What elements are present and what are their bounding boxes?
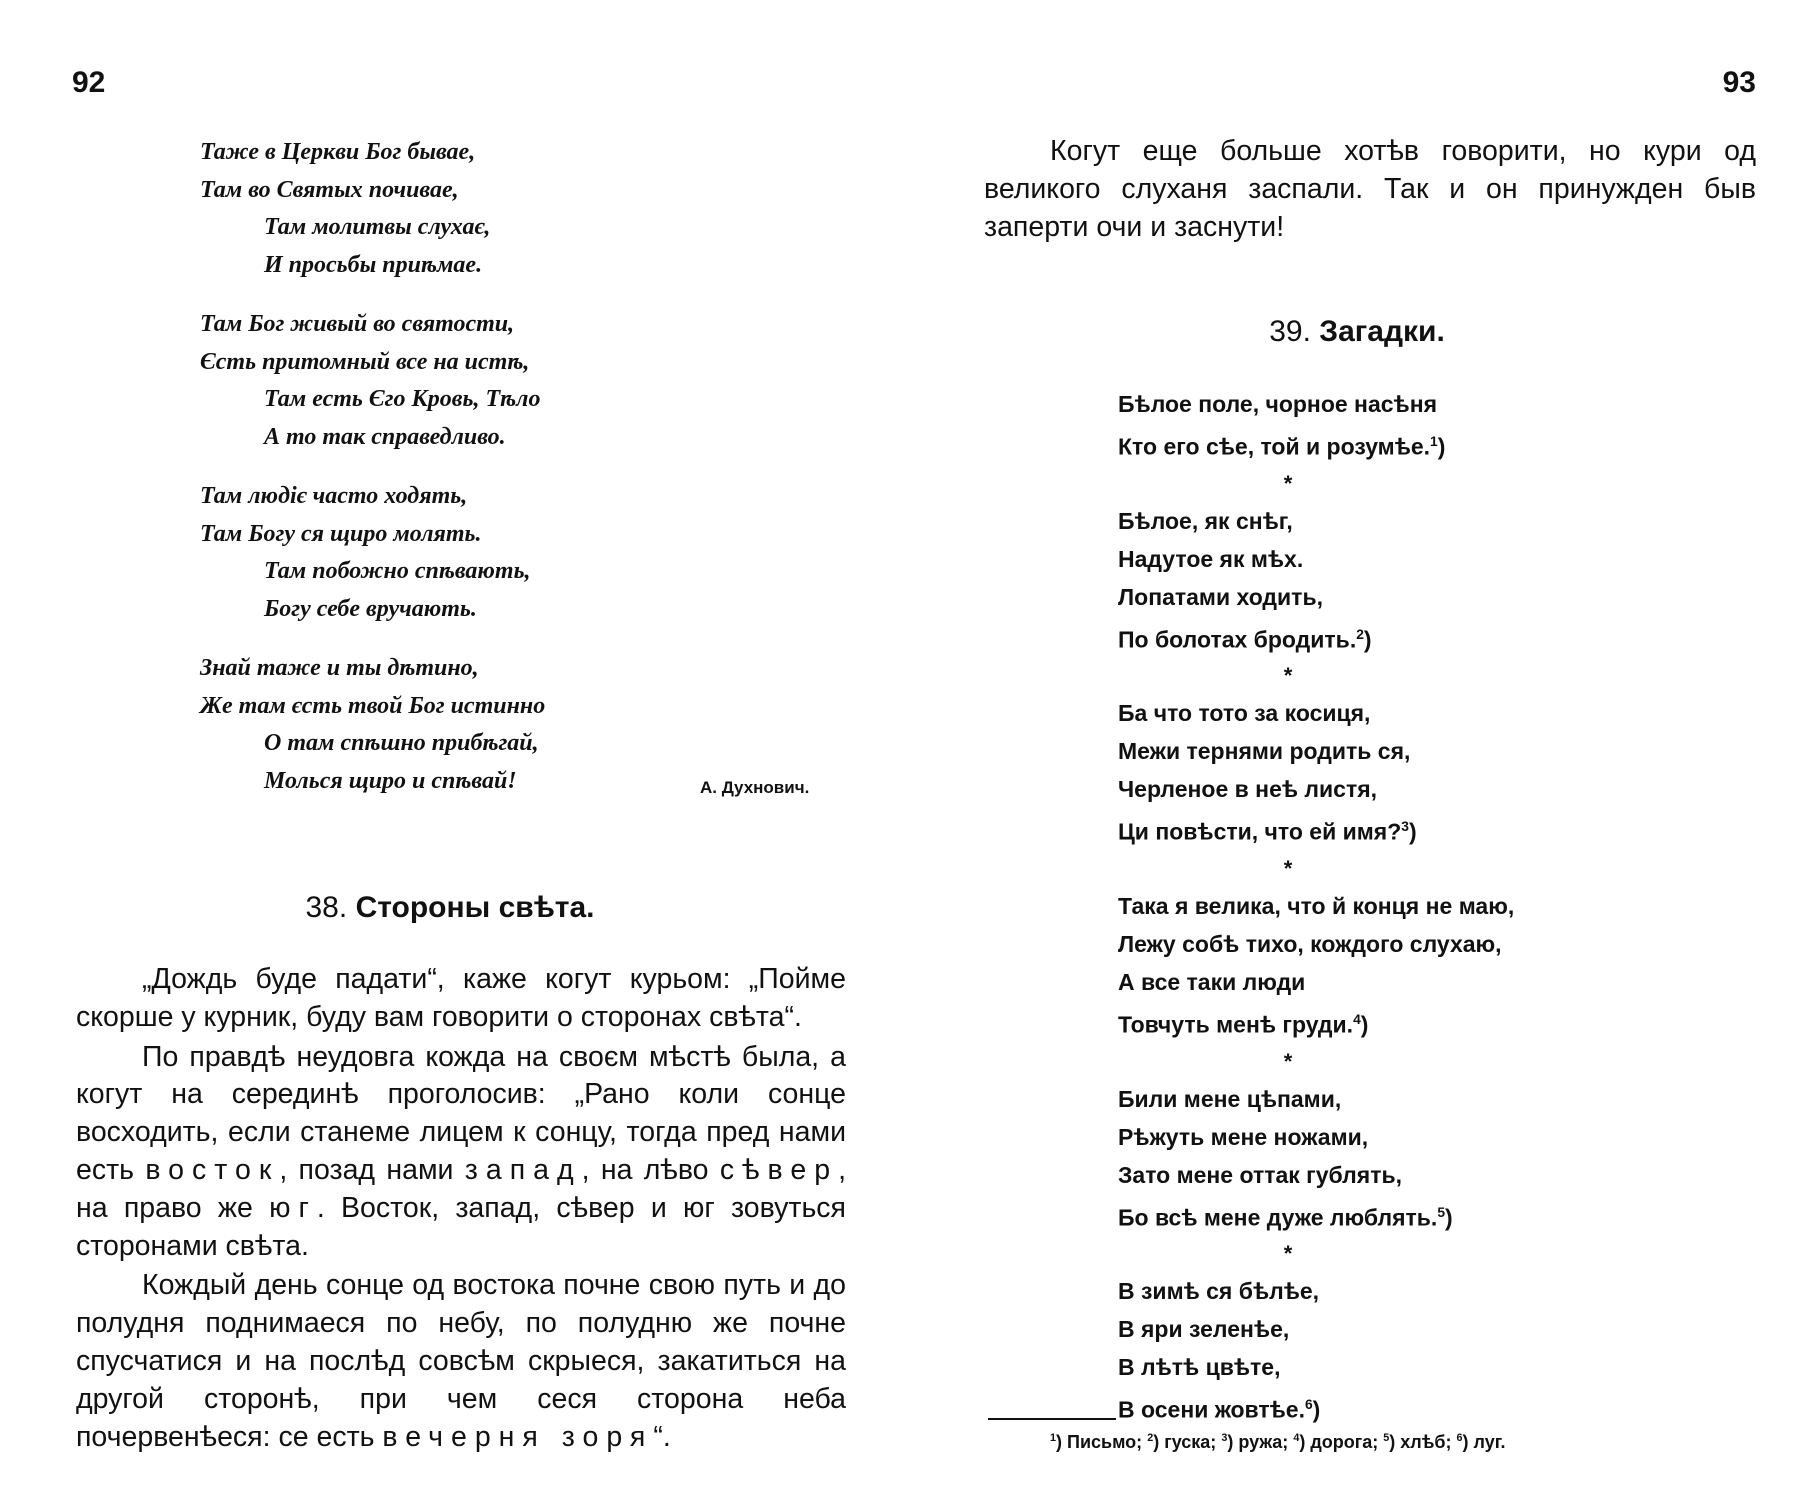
riddle-separator: * — [1283, 1048, 1293, 1074]
poem-stanza — [200, 478, 840, 628]
spaced-term: сѣвер — [719, 1153, 839, 1186]
poem-line: Же там єсть твой Бог истинно — [200, 692, 546, 719]
story-paragraph — [76, 961, 846, 1037]
footnotes — [1050, 1432, 1505, 1453]
continuation-paragraph: Когут еще больше хотѣв говорити, но кури од великого слуханя заспали. Так и он принужден быв заперти очи и заснути! — [984, 135, 1756, 243]
riddle-line — [1118, 694, 1678, 732]
poem-author: А. Духнович. — [700, 778, 810, 797]
right-page — [900, 0, 1814, 1500]
riddle-line-text: Зато мене оттак гублять, — [1118, 1161, 1403, 1188]
riddle-separator: * — [1283, 663, 1293, 689]
riddle-line — [1118, 1310, 1678, 1348]
poem-line: Єсть притомный все на истѣ, — [200, 348, 530, 375]
footnote-ref: 1 — [1430, 434, 1438, 449]
text-run: , на право же — [76, 1153, 847, 1224]
riddle-line-text: В яри зеленѣе, — [1118, 1316, 1290, 1343]
riddle-separator: * — [1283, 855, 1293, 881]
poem-stanza — [200, 134, 840, 284]
riddle-line-text: А все таки люди — [1118, 968, 1306, 995]
riddle-line: Кто его сѣе, той и розумѣе.$^1$) — [1118, 433, 1446, 460]
page-number-right: 93 — [1722, 66, 1756, 99]
footnote-item: $^5$) хлѣб; — [1383, 1432, 1452, 1452]
riddle-separator: * — [1283, 1241, 1293, 1267]
riddle — [1118, 502, 1678, 659]
poem — [200, 134, 840, 822]
riddle-line — [1118, 578, 1678, 616]
riddle-line-text: Черленое в неѣ листя, — [1118, 776, 1378, 803]
text-run: „Дождь буде падати“, каже когут курьом: „Пойме скорше у курник, буду вам говорити о сторонах свѣта“. — [76, 963, 846, 1033]
footnote-ref: 4 — [1353, 1011, 1361, 1027]
riddle-line — [1118, 1080, 1678, 1118]
riddle-line — [1118, 963, 1678, 1001]
footnote-ref: 6 — [1304, 1397, 1313, 1413]
section-38-title: Стороны свѣта. — [355, 891, 595, 924]
footnote-text: хлѣб; — [1400, 1432, 1452, 1452]
riddle-line-text: Били мене цѣпами, — [1118, 1085, 1342, 1112]
riddle-line-text: Товчуть менѣ груди. — [1118, 1011, 1354, 1038]
text-run: , позад нами — [279, 1153, 465, 1186]
footnote-item: $^6$) луг. — [1456, 1432, 1506, 1452]
poem-line: Там Бог живый во святости, — [200, 311, 515, 337]
riddle-line: Ци повѣсти, что ей имя?$^3$) — [1118, 818, 1417, 845]
section-39-heading — [900, 315, 1814, 349]
riddle-line — [1118, 925, 1678, 963]
footnote-text: луг. — [1473, 1432, 1506, 1452]
riddle-line — [1118, 732, 1678, 770]
footnote-ref: 5 — [1437, 1204, 1445, 1220]
footnote-text: ружа; — [1238, 1432, 1289, 1452]
riddles-list — [1118, 385, 1678, 1429]
poem-line: Богу себе вручають. — [264, 595, 477, 622]
page-number-left: 92 — [72, 66, 106, 99]
riddle-line-text: Межи тернями родить ся, — [1118, 738, 1411, 765]
text-run: . Восток, запад, сѣвер и юг зовуться сторонами свѣта. — [76, 1191, 846, 1262]
footnote-number: 2 — [1147, 1432, 1154, 1444]
riddle-line-text: Лежу собѣ тихо, кождого слухаю, — [1118, 930, 1502, 957]
story-paragraph — [76, 1039, 846, 1266]
poem-line: О там спѣшно прибѣгай, — [264, 730, 539, 756]
riddle — [1118, 887, 1678, 1044]
riddle-line-text: Лопатами ходить, — [1118, 583, 1323, 610]
footnote-text: Письмо; — [1067, 1432, 1143, 1452]
section-39-title: Загадки. — [1319, 315, 1445, 348]
riddle-line-text: Бо всѣ мене дуже люблять. — [1118, 1204, 1438, 1231]
riddle-line-text: Кто его сѣе, той и розумѣе. — [1118, 433, 1431, 460]
riddle — [1118, 694, 1678, 851]
poem-line: Знай таже и ты дѣтино, — [200, 655, 479, 681]
footnote-text: дорога; — [1310, 1432, 1379, 1452]
riddle-line — [1118, 887, 1678, 925]
footnote-number: 3 — [1221, 1432, 1228, 1444]
poem-line: Там во Святых почивае, — [200, 176, 459, 203]
riddle — [1118, 1080, 1678, 1237]
riddle-line: В осени жовтѣе.$^6$) — [1118, 1396, 1321, 1423]
text-run: По правдѣ неудовга кожда на своєм мѣстѣ была, а когут на серединѣ проголосив: „Рано коли сонце восходить, если станеме лицем к сонцу, тогда пред нами есть — [76, 1040, 846, 1186]
section-38-text — [76, 961, 846, 1456]
riddle-line-text: Надутое як мѣх. — [1118, 545, 1304, 572]
riddle-line-text: Ци повѣсти, что ей имя? — [1118, 818, 1402, 845]
riddle-line-text: В лѣтѣ цвѣте, — [1118, 1354, 1281, 1381]
poem-line: И просьбы приѣмае. — [264, 251, 483, 278]
spaced-term: вечерня зоря — [382, 1420, 654, 1453]
footnote-text: гуска; — [1164, 1432, 1217, 1452]
story-paragraph — [76, 1267, 846, 1456]
footnote-item: $^2$) гуска; — [1147, 1432, 1217, 1452]
riddle-line-text: Бѣлое, як снѣг, — [1118, 507, 1293, 534]
spaced-term: восток — [145, 1153, 280, 1186]
riddle-line-text: Така я велика, что й конця не маю, — [1118, 892, 1515, 919]
section-39-number: 39. — [1269, 315, 1311, 348]
spaced-term: запад — [464, 1153, 582, 1186]
riddle-line — [1118, 1156, 1678, 1194]
poem-stanza — [200, 306, 840, 456]
riddle-line — [1118, 1272, 1678, 1310]
footnote-number: 6 — [1456, 1432, 1463, 1444]
section-38-number: 38. — [305, 891, 348, 924]
riddle-line — [1118, 385, 1678, 423]
riddle-line-text: Рѣжуть мене ножами, — [1118, 1123, 1369, 1150]
riddle-line-text: По болотах бродить. — [1118, 626, 1357, 653]
footnote-rule — [988, 1418, 1116, 1420]
poem-line: А то так справедливо. — [264, 423, 506, 450]
riddle-line-text: В осени жовтѣе. — [1118, 1396, 1305, 1423]
riddle-line-text: Бѣлое поле, чорное насѣня — [1118, 391, 1438, 417]
riddle-line: По болотах бродить.$^2$) — [1118, 626, 1372, 653]
footnote-item: $^1$) Письмо; — [1050, 1432, 1143, 1452]
riddle-line — [1118, 1348, 1678, 1386]
poem-line: Там молитвы слухає, — [264, 214, 491, 240]
riddle-line: Товчуть менѣ груди.$^4$) — [1118, 1011, 1369, 1038]
text-run: Кождый день сонце од востока почне свою путь и до полудня поднимаеся по небу, по полудню же почне спусчатися и на послѣд совсѣм скрыеся, закатиться на другой сторонѣ, при чем сеся сторона неба почервенѣеся: се есть — [76, 1269, 846, 1453]
riddle-line — [1118, 1118, 1678, 1156]
poem-line: Таже в Церкви Бог бывае, — [200, 139, 476, 165]
riddle-separator: * — [1283, 470, 1293, 496]
poem-line: Там есть Єго Кровь, Тѣло — [264, 386, 541, 412]
footnote-ref: 3 — [1401, 819, 1409, 835]
footnote-item: $^3$) ружа; — [1221, 1432, 1289, 1452]
riddle — [1118, 1272, 1678, 1429]
footnote-number: 1 — [1050, 1432, 1057, 1444]
spaced-term: юг — [269, 1191, 317, 1224]
riddle-line — [1118, 540, 1678, 578]
footnote-number: 4 — [1293, 1432, 1300, 1444]
left-page — [0, 0, 900, 1500]
story-continuation — [984, 133, 1756, 246]
poem-line: Молься щиро и спѣвай! — [264, 767, 517, 794]
section-38-heading — [150, 891, 750, 925]
riddle-line-text: В зимѣ ся бѣлѣе, — [1118, 1278, 1320, 1305]
poem-line: Там людіє часто ходять, — [200, 483, 468, 509]
riddle-line: Бо всѣ мене дуже люблять.$^5$) — [1118, 1204, 1453, 1231]
footnote-item: $^4$) дорога; — [1293, 1432, 1379, 1452]
poem-line: Там Богу ся щиро молять. — [200, 520, 482, 547]
text-run: “. — [653, 1420, 671, 1453]
text-run: , на лѣво — [581, 1153, 720, 1186]
riddle-line — [1118, 770, 1678, 808]
poem-line: Там побожно спѣвають, — [264, 558, 531, 584]
riddle — [1118, 385, 1678, 466]
footnote-ref: 2 — [1356, 626, 1364, 642]
riddle-line — [1118, 502, 1678, 540]
footnote-number: 5 — [1383, 1432, 1390, 1444]
riddle-line-text: Ба что тото за косиця, — [1118, 700, 1371, 727]
